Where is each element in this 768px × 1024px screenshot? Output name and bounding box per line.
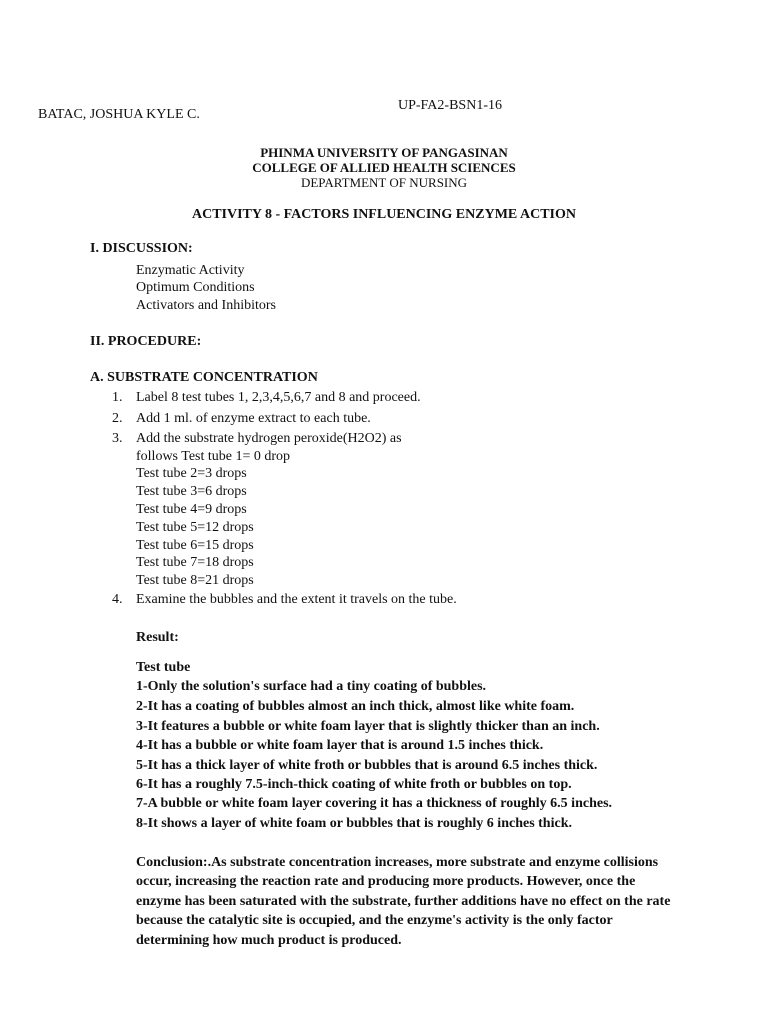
college-name: COLLEGE OF ALLIED HEALTH SCIENCES [252, 160, 516, 175]
procedure-heading: II. PROCEDURE: [90, 334, 202, 349]
drop-schedule-line: Test tube 8=21 drops [136, 573, 254, 588]
substrate-concentration-heading: A. SUBSTRATE CONCENTRATION [90, 370, 318, 385]
discussion-heading: I. DISCUSSION: [90, 241, 193, 256]
drop-schedule-line: Test tube 7=18 drops [136, 555, 254, 570]
drop-schedule-line: Test tube 6=15 drops [136, 538, 254, 553]
drop-schedule-line: Test tube 4=9 drops [136, 502, 247, 517]
discussion-item: Enzymatic Activity [136, 263, 245, 278]
discussion-item: Optimum Conditions [136, 280, 255, 295]
drop-schedule-line: Test tube 3=6 drops [136, 484, 247, 499]
procedure-step [112, 412, 371, 426]
university-name: PHINMA UNIVERSITY OF PANGASINAN [260, 145, 508, 160]
observation-line: 7-A bubble or white foam layer covering it has a thickness of roughly 6.5 inches. [136, 796, 613, 811]
observation-line: 1-Only the solution's surface had a tiny coating of bubbles. [136, 679, 487, 694]
discussion-item: Activators and Inhibitors [136, 298, 276, 313]
procedure-step [112, 593, 457, 607]
drop-schedule-line: Test tube 2=3 drops [136, 466, 247, 481]
activity-title: ACTIVITY 8 - FACTORS INFLUENCING ENZYME ACTION [191, 207, 576, 222]
observation-line: 3-It features a bubble or white foam layer that is slightly thicker than an inch. [136, 719, 600, 734]
result-table-label: Test tube [136, 660, 191, 675]
observation-line: 8-It shows a layer of white foam or bubbles that is roughly 6 inches thick. [136, 816, 572, 831]
conclusion-line: enzyme has been saturated with the substrate, further additions have no effect on the rate [136, 894, 671, 909]
section-code: UP-FA2-BSN1-16 [398, 98, 502, 113]
step-number: 1. [112, 390, 123, 405]
conclusion-line: Conclusion:.As substrate concentration increases, more substrate and enzyme collisions [136, 855, 659, 870]
step-text: Add 1 ml. of enzyme extract to each tube. [136, 411, 371, 426]
procedure-step [112, 391, 421, 405]
step-number: 3. [112, 431, 123, 446]
conclusion-line: determining how much product is produced. [136, 933, 402, 948]
step-text: Label 8 test tubes 1, 2,3,4,5,6,7 and 8 and proceed. [136, 390, 421, 405]
step-number: 2. [112, 411, 123, 426]
drop-schedule-line: follows Test tube 1= 0 drop [136, 449, 291, 464]
result-heading: Result: [136, 630, 179, 645]
step-text: Add the substrate hydrogen peroxide(H2O2) as [136, 431, 402, 446]
observation-line: 4-It has a bubble or white foam layer that is around 1.5 inches thick. [136, 738, 544, 753]
procedure-step [112, 432, 402, 446]
observation-line: 2-It has a coating of bubbles almost an inch thick, almost like white foam. [136, 699, 575, 714]
drop-schedule-line: Test tube 5=12 drops [136, 520, 254, 535]
observation-line: 6-It has a roughly 7.5-inch-thick coating of white froth or bubbles on top. [136, 777, 572, 792]
student-name: BATAC, JOSHUA KYLE C. [38, 107, 200, 122]
conclusion-line: occur, increasing the reaction rate and producing more products. However, once the [136, 874, 636, 889]
department-name: DEPARTMENT OF NURSING [300, 175, 468, 190]
step-number: 4. [112, 592, 123, 607]
step-text: Examine the bubbles and the extent it travels on the tube. [136, 592, 457, 607]
observation-line: 5-It has a thick layer of white froth or bubbles that is around 6.5 inches thick. [136, 758, 598, 773]
conclusion-line: because the catalytic site is occupied, and the enzyme's activity is the only factor [136, 913, 613, 928]
